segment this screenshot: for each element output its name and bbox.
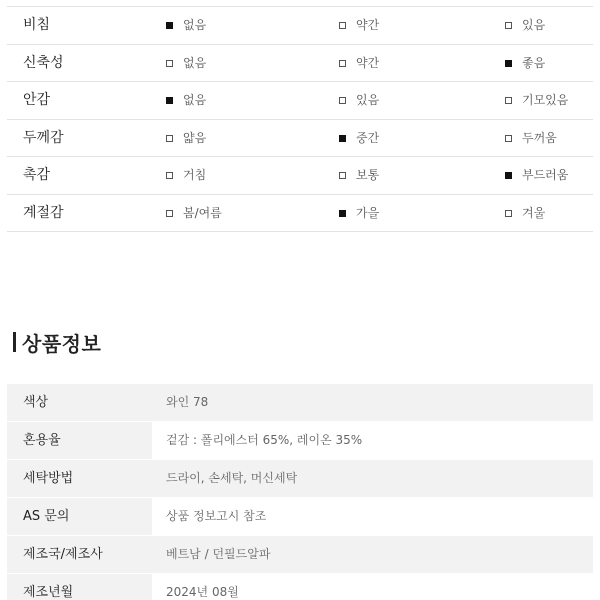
attribute-row-lining — [7, 82, 593, 120]
attribute-option — [505, 82, 568, 119]
option-label: 약간 — [356, 55, 380, 70]
attribute-label: 계절감 — [23, 204, 64, 221]
option-label: 봄/여름 — [183, 205, 222, 220]
attribute-option — [166, 195, 222, 232]
attribute-option — [166, 120, 206, 157]
info-row-manufacture-date — [7, 574, 593, 600]
attribute-option — [166, 7, 206, 44]
attribute-option — [339, 195, 379, 232]
info-label: 세탁방법 — [7, 460, 152, 497]
checkbox-empty-icon — [505, 135, 512, 142]
attribute-row-stretch — [7, 45, 593, 83]
option-label: 얇음 — [183, 130, 207, 145]
option-label: 있음 — [522, 18, 546, 32]
checkbox-empty-icon — [166, 172, 173, 179]
attribute-option — [166, 82, 206, 119]
attribute-option — [166, 45, 206, 82]
checkbox-checked-icon — [166, 97, 173, 104]
attribute-option — [339, 7, 379, 44]
heading-bar-icon — [13, 332, 16, 352]
checkbox-empty-icon — [339, 22, 346, 29]
info-value: 드라이, 손세탁, 머신세탁 — [152, 460, 593, 497]
option-label: 부드러움 — [522, 168, 569, 182]
option-label: 보통 — [356, 168, 380, 182]
info-label: 제조년월 — [7, 574, 152, 600]
attribute-row-season — [7, 195, 593, 233]
attribute-option — [339, 120, 379, 157]
attribute-label: 안감 — [23, 92, 51, 108]
product-info-table — [7, 384, 593, 600]
info-value: 베트남 / 던필드알파 — [152, 536, 593, 573]
checkbox-empty-icon — [166, 210, 173, 217]
info-label: AS 문의 — [7, 498, 152, 535]
option-label: 없음 — [183, 18, 207, 32]
option-label: 중간 — [356, 130, 380, 145]
attribute-option — [505, 45, 545, 82]
attribute-label: 신축성 — [23, 54, 64, 71]
option-label: 약간 — [356, 18, 380, 32]
attribute-option — [505, 120, 557, 157]
attribute-row-sheerness — [7, 7, 593, 45]
checkbox-empty-icon — [339, 60, 346, 67]
option-label: 두꺼움 — [522, 130, 557, 145]
checkbox-empty-icon — [339, 172, 346, 179]
checkbox-empty-icon — [166, 135, 173, 142]
product-info-heading — [13, 328, 101, 356]
option-label: 겨울 — [522, 205, 546, 220]
info-row-composition — [7, 422, 593, 460]
attribute-row-thickness — [7, 120, 593, 158]
attribute-option — [339, 45, 379, 82]
option-label: 기모있음 — [522, 93, 569, 107]
attribute-option — [339, 157, 379, 194]
fabric-attribute-table — [7, 6, 593, 232]
info-label: 제조국/제조사 — [7, 536, 152, 573]
checkbox-checked-icon — [339, 210, 346, 217]
info-label: 혼용율 — [7, 422, 152, 459]
checkbox-checked-icon — [505, 60, 512, 67]
info-row-as-inquiry — [7, 498, 593, 536]
option-label: 좋음 — [522, 55, 546, 70]
attribute-label: 촉감 — [23, 167, 51, 183]
option-label: 없음 — [183, 55, 207, 70]
info-row-color — [7, 384, 593, 422]
checkbox-empty-icon — [339, 97, 346, 104]
info-value: 상품 정보고시 참조 — [166, 509, 267, 523]
option-label: 가을 — [356, 205, 380, 220]
attribute-option — [505, 195, 545, 232]
option-label: 없음 — [183, 93, 207, 107]
attribute-row-texture — [7, 157, 593, 195]
checkbox-empty-icon — [505, 210, 512, 217]
attribute-label: 두께감 — [23, 129, 64, 146]
info-label: 색상 — [7, 384, 152, 421]
info-row-washing — [7, 460, 593, 498]
option-label: 있음 — [356, 93, 380, 107]
attribute-option — [339, 82, 379, 119]
option-label: 거침 — [183, 168, 207, 182]
info-value: 2024년 08월 — [166, 585, 239, 599]
attribute-option — [166, 157, 206, 194]
attribute-label: 비침 — [23, 17, 51, 33]
checkbox-checked-icon — [339, 135, 346, 142]
attribute-option — [505, 7, 545, 44]
section-title: 상품정보 — [22, 331, 102, 356]
info-value: 와인 78 — [152, 384, 593, 421]
checkbox-empty-icon — [505, 22, 512, 29]
info-value: 겉감 : 폴리에스터 65%, 레이온 35% — [166, 433, 363, 447]
checkbox-checked-icon — [166, 22, 173, 29]
attribute-option — [505, 157, 568, 194]
info-row-manufacturer — [7, 536, 593, 574]
checkbox-empty-icon — [166, 60, 173, 67]
checkbox-empty-icon — [505, 97, 512, 104]
checkbox-checked-icon — [505, 172, 512, 179]
